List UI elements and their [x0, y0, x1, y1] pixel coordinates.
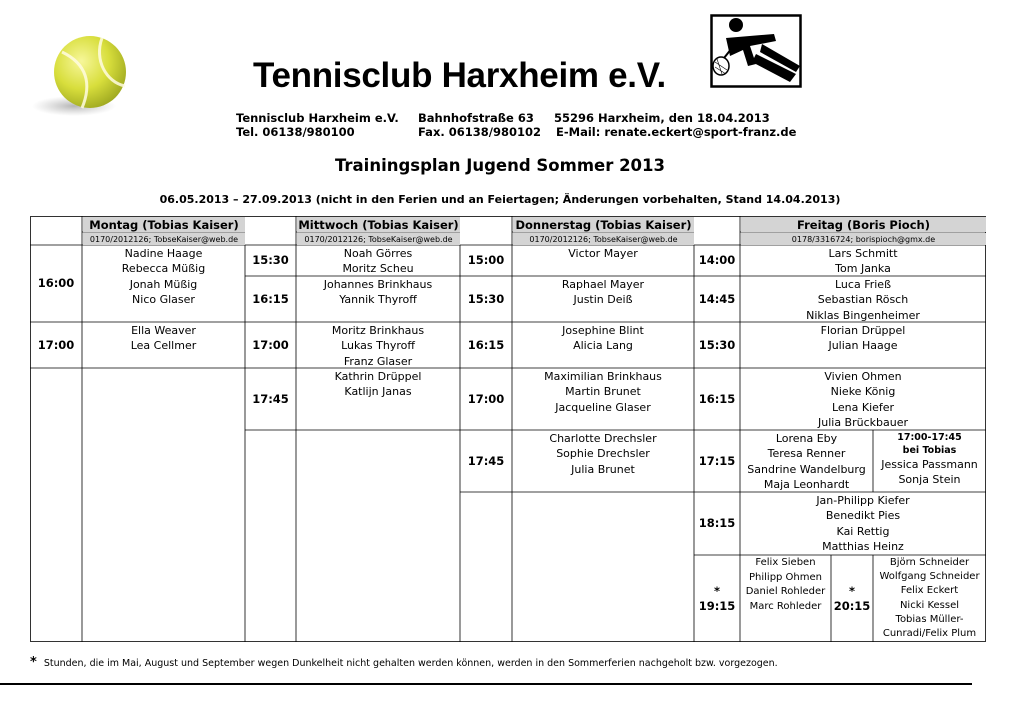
- player-name: Lorena Eby: [775, 432, 838, 445]
- donnerstag-slot: [512, 368, 694, 431]
- player-name: Felix Sieben: [755, 557, 816, 568]
- bottom-divider: [0, 683, 972, 685]
- freitag-extra-slot: [873, 430, 986, 493]
- player-name: Justin Deiß: [573, 293, 633, 307]
- player-name: Julia Brückbauer: [817, 415, 908, 429]
- player-name: Rebecca Müßig: [121, 262, 206, 276]
- player-name: Niklas Bingenheimer: [806, 308, 920, 322]
- player-name: Kathrin Drüppel: [334, 370, 422, 383]
- player-name: Lars Schmitt: [828, 247, 898, 260]
- player-name: Matthias Heinz: [822, 539, 904, 553]
- header-montag: Montag (Tobias Kaiser): [83, 217, 245, 232]
- player-name: Benedikt Pies: [825, 509, 901, 523]
- player-name: Kai Rettig: [836, 524, 890, 538]
- player-name: Nadine Haage: [124, 247, 203, 260]
- footnote: [30, 655, 778, 670]
- freitag-time: 15:30: [698, 337, 736, 352]
- player-name: Noah Görres: [343, 247, 413, 260]
- player-name: Franz Glaser: [343, 354, 413, 368]
- star-marker: *: [848, 583, 855, 598]
- player-name: Moritz Scheu: [342, 262, 414, 276]
- freitag-time-starred: [694, 555, 740, 642]
- player-name: Victor Mayer: [568, 247, 638, 260]
- address-city-date: 55296 Harxheim, den 18.04.2013: [554, 111, 770, 125]
- freitag-slot: [740, 430, 873, 493]
- mittwoch-slot: [296, 368, 460, 431]
- donnerstag-slot: [512, 245, 694, 277]
- freitag-slot: [740, 245, 986, 277]
- player-name: Björn Schneider: [889, 557, 970, 568]
- montag-time: 17:00: [37, 337, 75, 352]
- player-name: Katlijn Janas: [344, 385, 412, 399]
- address-street: Bahnhofstraße 63: [418, 111, 534, 125]
- address-club: Tennisclub Harxheim e.V.: [236, 111, 399, 125]
- freitag-slot: [740, 492, 986, 556]
- freitag-slot: [740, 555, 831, 643]
- contact-freitag: 0178/3316724; borispioch@gmx.de: [741, 233, 986, 245]
- player-name: Vivien Ohmen: [824, 370, 902, 383]
- time-label: 19:15: [698, 598, 736, 613]
- freitag-time-starred: [831, 555, 873, 642]
- donnerstag-slot: [512, 430, 694, 493]
- player-name: Lena Kiefer: [831, 400, 895, 414]
- extra-note: bei Tobias: [902, 445, 957, 456]
- donnerstag-time: 17:00: [467, 391, 505, 406]
- player-name: Maximilian Brinkhaus: [544, 370, 662, 383]
- player-name: Sebastian Rösch: [817, 293, 909, 307]
- player-name: Wolfgang Schneider: [879, 571, 980, 583]
- player-name: Daniel Rohleder: [745, 586, 826, 597]
- plan-subtitle: 06.05.2013 – 27.09.2013 (nicht in den Ferien und an Feiertagen; Änderungen vorbehalten, Stand 14.04.2013): [159, 193, 841, 206]
- player-name: Alicia Lang: [573, 339, 633, 353]
- donnerstag-time: 17:45: [467, 453, 505, 468]
- player-name: Julian Haage: [828, 339, 898, 353]
- player-name: Jessica Passmann: [881, 458, 978, 471]
- player-name: Jonah Müßig: [129, 277, 198, 291]
- extra-time-label: 17:00-17:45: [897, 432, 962, 443]
- freitag-time: 14:45: [698, 291, 736, 306]
- header-mittwoch: Mittwoch (Tobias Kaiser): [298, 217, 459, 232]
- star-marker: *: [713, 583, 720, 598]
- mittwoch-time: 15:30: [252, 253, 289, 267]
- player-name: Nieke König: [830, 385, 896, 399]
- freitag-slot: [740, 322, 986, 369]
- player-name: Sandrine Wandelburg: [747, 462, 866, 476]
- player-name: Nicki Kessel: [899, 599, 960, 611]
- player-name: Josephine Blint: [562, 324, 644, 337]
- player-name: Felix Eckert: [900, 585, 959, 597]
- footnote-star: *: [30, 655, 37, 670]
- mittwoch-time: 16:15: [252, 291, 289, 306]
- header-freitag: Freitag (Boris Pioch): [741, 217, 986, 232]
- mittwoch-slot: [296, 322, 460, 369]
- mittwoch-time: 17:45: [252, 391, 289, 406]
- player-name: Julia Brunet: [571, 462, 635, 476]
- player-name: Nico Glaser: [132, 292, 195, 306]
- freitag-slot: [873, 555, 986, 643]
- player-name: Tobias Müller-: [895, 613, 964, 625]
- player-name: Lukas Thyroff: [341, 339, 415, 353]
- player-name: Sonja Stein: [898, 473, 961, 487]
- header-donnerstag: Donnerstag (Tobias Kaiser): [513, 217, 694, 232]
- player-name: Yannik Thyroff: [339, 293, 417, 307]
- player-name: Jacqueline Glaser: [555, 400, 651, 414]
- freitag-time: 17:15: [698, 453, 736, 468]
- freitag-time: 14:00: [698, 253, 736, 267]
- player-name: Charlotte Drechsler: [549, 432, 657, 445]
- contact-mittwoch: 0170/2012126; TobseKaiser@web.de: [297, 233, 460, 245]
- player-name: Jan-Philipp Kiefer: [816, 494, 910, 507]
- freitag-slot: [740, 368, 986, 431]
- montag-slot: [82, 245, 245, 323]
- player-name: Ella Weaver: [131, 324, 196, 337]
- freitag-slot: [740, 276, 986, 323]
- address-fax: Fax. 06138/980102: [418, 125, 541, 139]
- player-name: Sophie Drechsler: [556, 447, 650, 461]
- donnerstag-slot: [512, 276, 694, 323]
- player-name: Philipp Ohmen: [748, 571, 823, 583]
- footnote-text: Stunden, die im Mai, August und September wegen Dunkelheit nicht gehalten werden können, werden in den Sommerferien nachgeholt bzw. vorgezogen.: [43, 658, 778, 669]
- freitag-time: 18:15: [698, 516, 736, 530]
- address-email: E-Mail: renate.eckert@sport-franz.de: [556, 125, 797, 139]
- player-name: Martin Brunet: [565, 385, 641, 399]
- player-name: Lea Cellmer: [130, 339, 197, 353]
- player-name: Florian Drüppel: [820, 324, 906, 337]
- donnerstag-slot: [512, 322, 694, 369]
- player-name: Raphael Mayer: [561, 278, 645, 291]
- player-name: Moritz Brinkhaus: [331, 324, 425, 337]
- plan-title: Trainingsplan Jugend Sommer 2013: [334, 156, 666, 175]
- mittwoch-time: 17:00: [252, 337, 289, 352]
- player-name: Cunradi/Felix Plum: [882, 628, 977, 640]
- player-name: Luca Frieß: [835, 278, 891, 291]
- contact-montag: 0170/2012126; TobseKaiser@web.de: [83, 233, 245, 245]
- contact-donnerstag: 0170/2012126; TobseKaiser@web.de: [513, 233, 694, 245]
- mittwoch-slot: [296, 245, 460, 277]
- player-name: Marc Rohleder: [749, 600, 822, 612]
- club-title: Tennisclub Harxheim e.V.: [253, 56, 666, 95]
- donnerstag-time: 15:30: [467, 291, 505, 306]
- player-name: Johannes Brinkhaus: [323, 278, 433, 291]
- player-name: Teresa Renner: [767, 447, 846, 461]
- player-name: Tom Janka: [835, 262, 891, 276]
- mittwoch-slot: [296, 276, 460, 323]
- address-tel: Tel. 06138/980100: [236, 125, 355, 139]
- player-name: Maja Leonhardt: [763, 477, 850, 491]
- donnerstag-time: 15:00: [467, 253, 505, 267]
- time-label: 20:15: [833, 598, 871, 613]
- montag-slot: [82, 322, 245, 369]
- donnerstag-time: 16:15: [467, 337, 505, 352]
- montag-time: 16:00: [37, 276, 75, 290]
- freitag-time: 16:15: [698, 391, 736, 406]
